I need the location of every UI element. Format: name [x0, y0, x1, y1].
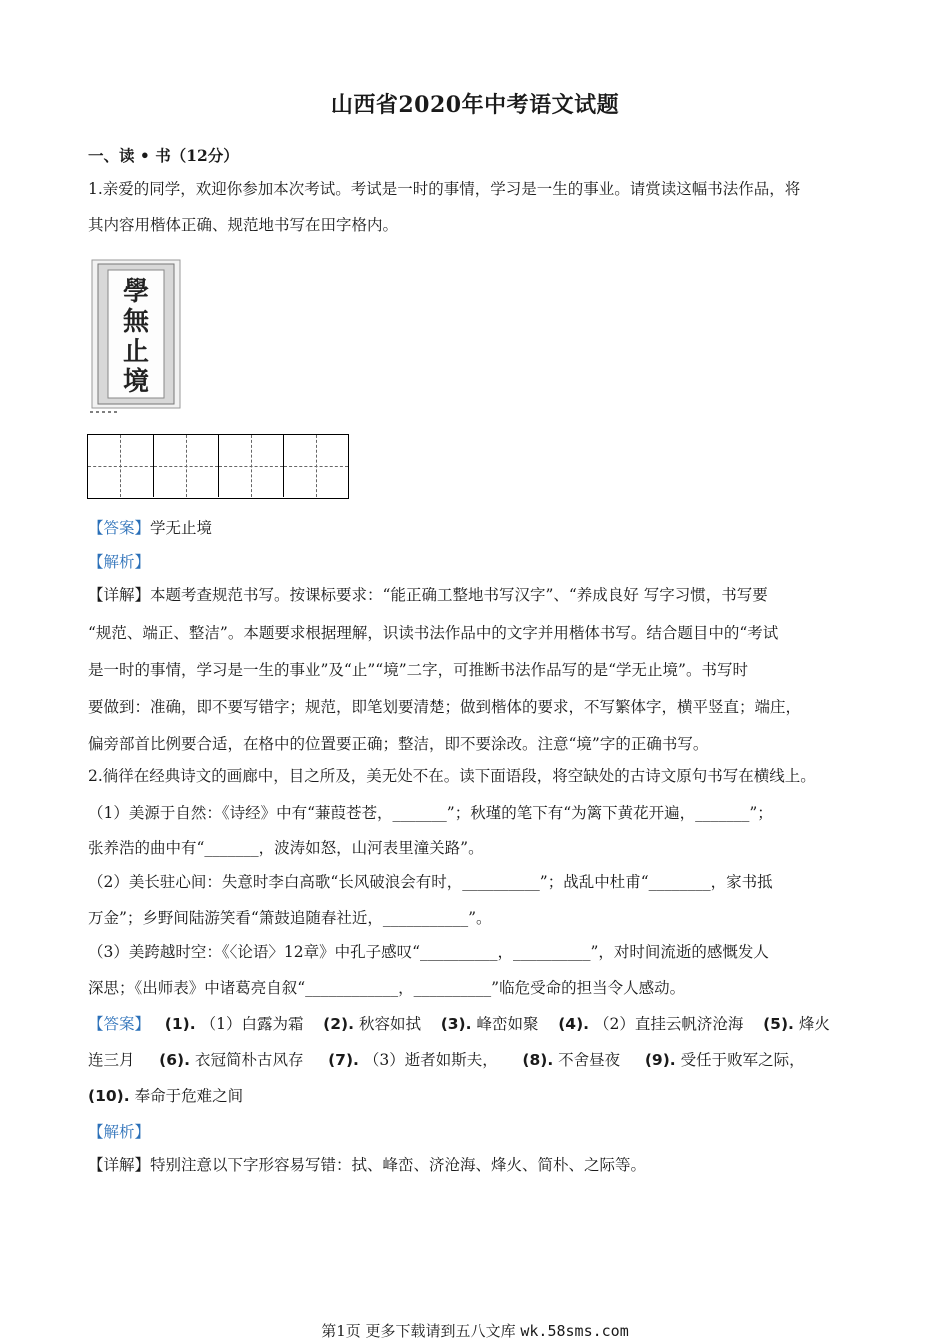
answer-number: (6). [159, 1051, 190, 1069]
section-heading: 一、读 • 书（12分） [88, 146, 239, 165]
answer-tag: 【答案】 [88, 1015, 151, 1033]
answer-text: 奉命于危难之间 [134, 1087, 244, 1105]
q2-detail [88, 1155, 646, 1175]
q1-detail-line-3: 是一时的事情，学习是一生的事业”及“止”“境”二字，可推断书法作品写的是“学无止境”。书写时 [88, 661, 748, 679]
calligraphy-char-4: 境 [122, 367, 150, 397]
q1-analysis-tag: 【解析】 [88, 553, 151, 571]
answer-text: 受任于败军之际， [680, 1051, 805, 1069]
q1-answer [88, 518, 212, 538]
q1-line-1: 1.亲爱的同学，欢迎你参加本次考试。考试是一时的事情，学习是一生的事业。请赏读这幅书法作品，将 [88, 180, 801, 198]
detail-text: 本题考查规范书写。按课标要求：“能正确工整地书写汉字”、“养成良好 写字习惯，书写要 [150, 586, 768, 604]
answer-text: 学无止境 [150, 519, 213, 537]
footer-text: 第1页 更多下载请到五八文库 [321, 1322, 516, 1340]
calligraphy-image [90, 256, 185, 416]
answer-text: 秋容如拭 [358, 1015, 421, 1033]
q2-answer-line-2 [88, 1050, 805, 1070]
footer-site-link[interactable]: wk.58sms.com [520, 1322, 629, 1340]
page-footer [0, 1320, 950, 1341]
q1-line-2: 其内容用楷体正确、规范地书写在田字格内。 [88, 216, 399, 234]
answer-text: （3）逝者如斯夫， [363, 1051, 498, 1069]
detail-tag: 【详解】 [88, 586, 151, 604]
answer-number: (8). [522, 1051, 554, 1069]
grid-cell[interactable] [283, 435, 348, 497]
grid-cell[interactable] [88, 435, 153, 497]
writing-grid[interactable] [87, 434, 349, 499]
answer-text: （1）白露为霜 [200, 1015, 304, 1033]
answer-text: 峰峦如聚 [476, 1015, 539, 1033]
answer-number: (4). [558, 1015, 590, 1033]
calligraphy-char-2: 無 [122, 307, 150, 337]
grid-cell[interactable] [218, 435, 283, 497]
q2-analysis-tag: 【解析】 [88, 1123, 151, 1141]
answer-number: (3). [440, 1015, 472, 1033]
q1-detail-line-5: 偏旁部首比例要合适，在格中的位置要正确；整洁，即不要涂改。注意“境”字的正确书写。 [88, 735, 709, 753]
answer-text: 不舍昼夜 [558, 1051, 621, 1069]
answer-number: (2). [323, 1015, 355, 1033]
page-title: 山西省2020年中考语文试题 [330, 92, 620, 118]
grid-cell[interactable] [153, 435, 218, 497]
answer-number: (1). [164, 1015, 196, 1033]
answer-number: (9). [644, 1051, 676, 1069]
answer-tag: 【答案】 [88, 519, 151, 537]
answer-number: (5). [763, 1015, 794, 1033]
calligraphy-char-3: 止 [122, 337, 150, 367]
q1-detail-line-4: 要做到：准确，即不要写错字；规范，即笔划要清楚；做到楷体的要求，不写繁体字，横平竖直；端庄， [88, 698, 802, 716]
q1-detail-line-2: “规范、端正、整洁”。本题要求根据理解，识读书法作品中的文字并用楷体书写。结合题目中的“考试 [88, 624, 779, 642]
q2-line-7: 深思；《出师表》中诸葛亮自叙“____________，__________”临危受命的担当令人感动。 [88, 979, 686, 997]
q2-line-2: （1）美源于自然：《诗经》中有“蒹葭苍苍，_______”；秋瑾的笔下有“为篱下黄花开遍，_______”； [88, 804, 773, 822]
q2-line-4: （2）美长驻心间：失意时李白高歌“长风破浪会有时，__________”；战乱中杜甫“________，家书抵 [88, 873, 773, 891]
answer-text: （2）直挂云帆济沧海 [593, 1015, 744, 1033]
answer-text: 烽火 [798, 1015, 830, 1033]
answer-text: 连三月 [88, 1051, 135, 1069]
q2-line-3: 张养浩的曲中有“_______，波涛如怒，山河表里潼关路”。 [88, 839, 484, 857]
q2-line-6: （3）美跨越时空：《〈论语〉12章》中孔子感叹“__________，__________”，对时间流逝的感慨发人 [88, 943, 769, 961]
q2-answer-line-3 [88, 1086, 243, 1106]
q2-line-5: 万金”；乡野间陆游笑看“箫鼓追随春社近，___________”。 [88, 909, 492, 927]
q1-detail-line-1 [88, 585, 768, 605]
detail-text: 特别注意以下字形容易写错：拭、峰峦、济沧海、烽火、简朴、之际等。 [150, 1156, 647, 1174]
q2-answer-line-1 [88, 1014, 830, 1034]
q2-line-1: 2.徜徉在经典诗文的画廊中，目之所及，美无处不在。读下面语段，将空缺处的古诗文原句书写在横线上。 [88, 767, 816, 785]
calligraphy-char-1: 學 [122, 277, 150, 307]
answer-number: (7). [328, 1051, 359, 1069]
answer-number: (10). [88, 1087, 130, 1105]
answer-text: 衣冠简朴古风存 [194, 1051, 304, 1069]
detail-tag: 【详解】 [88, 1156, 151, 1174]
